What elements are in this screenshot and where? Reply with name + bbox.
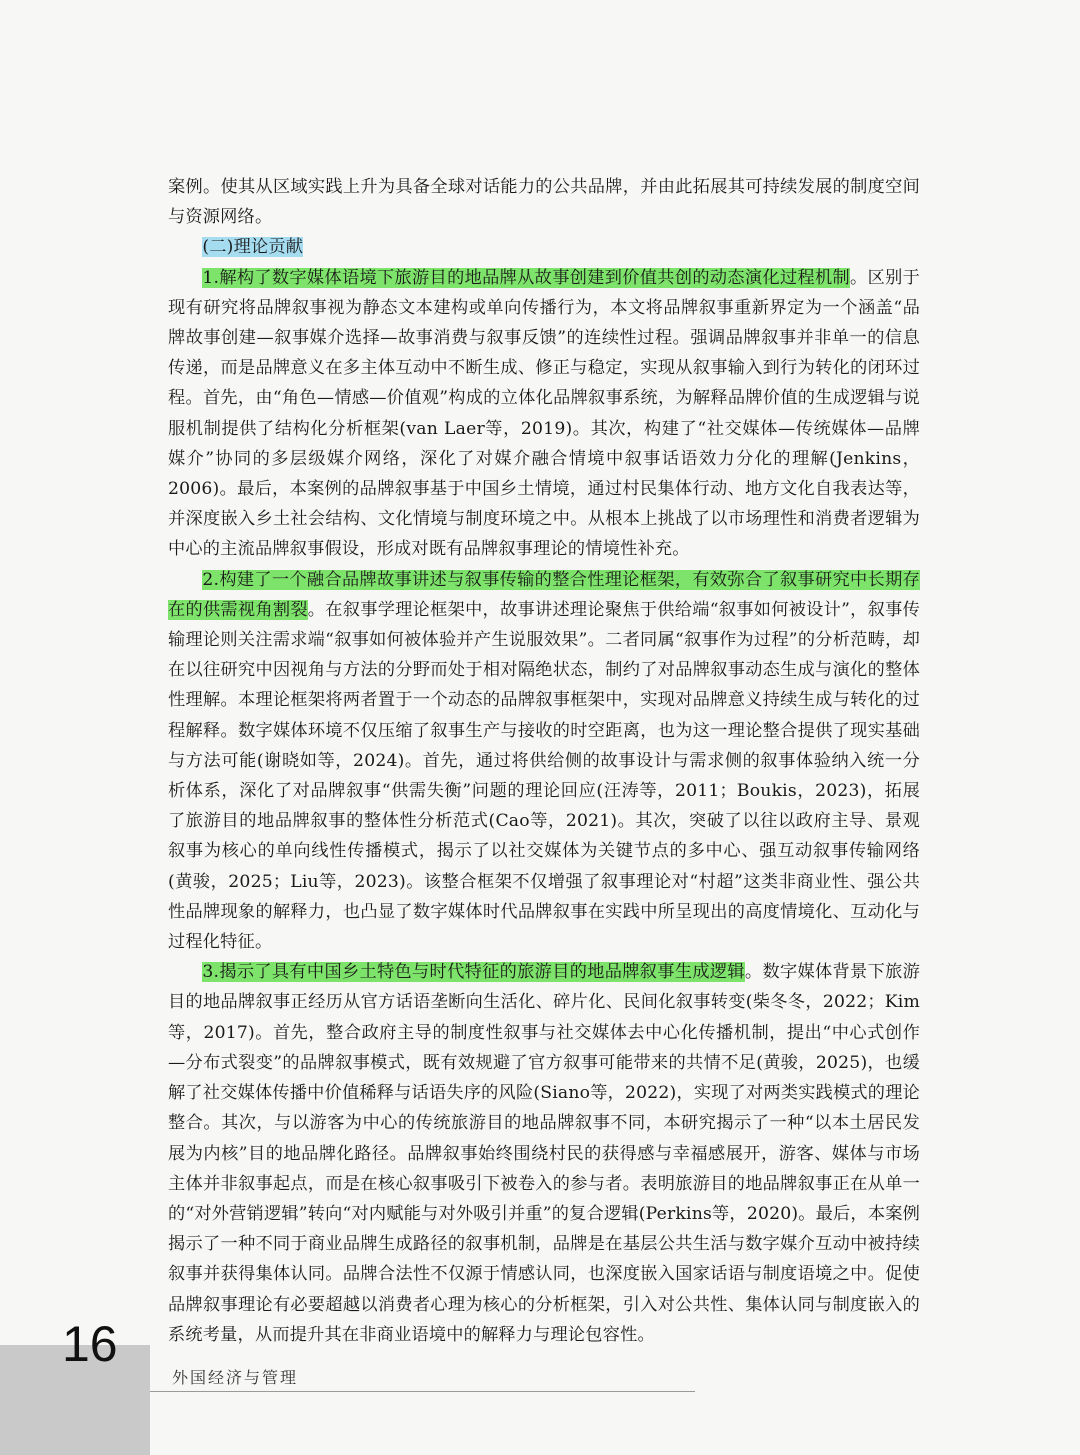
page-number: 16 [62,1316,118,1372]
contribution-3-title: 3.揭示了具有中国乡土特色与时代特征的旅游目的地品牌叙事生成逻辑 [202,962,745,983]
contribution-2-body: 在叙事学理论框架中，故事讲述理论聚焦于供给端“叙事如何被设计”，叙事传输理论则关注需求端“叙事如何被体验并产生说服效果”。二者同属“叙事作为过程”的分析范畴，却在以往研究中因视角与方法的分野而处于相对隔绝状态，制约了对品牌叙事动态生成与演化的整体性理解。本理论框架将两者置于一个动态的品牌叙事框架中，实现对品牌意义持续生成与转化的过程解释。数字媒体环境不仅压缩了叙事生产与接收的时空距离，也为这一理论整合提供了现实基础与方法可能(谢晓如等，2024)。首先，通过将供给侧的故事设计与需求侧的叙事体验纳入统一分析体系，深化了对品牌叙事“供需失衡”问题的理论回应(汪涛等，2011；Boukis，2023)，拓展了旅游目的地品牌叙事的整体性分析范式(Cao等，2021)。其次，突破了以往以政府主导、景观叙事为核心的单向线性传播模式，揭示了以社交媒体为关键节点的多中心、强互动叙事传输网络(黄骏，2025；Liu等，2023)。该整合框架不仅增强了叙事理论对“村超”这类非商业性、强公共性品牌现象的解释力，也凸显了数字媒体时代品牌叙事在实践中所呈现出的高度情境化、互动化与过程化特征。 [168,599,920,953]
contribution-3-title-end: 。 [744,962,763,983]
article-body [168,172,920,1350]
contribution-1-title: 1.解构了数字媒体语境下旅游目的地品牌从故事创建到价值共创的动态演化过程机制 [202,267,851,288]
contribution-3-body: 数字媒体背景下旅游目的地品牌叙事正经历从官方话语垄断向生活化、碎片化、民间化叙事转变(柴冬冬，2022；Kim等，2017)。首先，整合政府主导的制度性叙事与社交媒体去中心化传播机制，提出“中心式创作—分布式裂变”的品牌叙事模式，既有效规避了官方叙事可能带来的共情不足(黄骏，2025)，也缓解了社交媒体传播中价值稀释与话语失序的风险(Siano等，2022)，实现了对两类实践模式的理论整合。其次，与以游客为中心的传统旅游目的地品牌叙事不同，本研究揭示了一种“以本土居民发展为内核”目的地品牌化路径。品牌叙事始终围绕村民的获得感与幸福感展开，游客、媒体与市场主体并非叙事起点，而是在核心叙事吸引下被卷入的参与者。表明旅游目的地品牌叙事正在从单一的“对外营销逻辑”转向“对内赋能与对外吸引并重”的复合逻辑(Perkins等，2020)。最后，本案例揭示了一种不同于商业品牌生成路径的叙事机制，品牌是在基层公共生活与数字媒介互动中被持续叙事并获得集体认同。品牌合法性不仅源于情感认同，也深度嵌入国家话语与制度语境之中。促使品牌叙事理论有必要超越以消费者心理为核心的分析框架，引入对公共性、集体认同与制度嵌入的系统考量，从而提升其在非商业语境中的解释力与理论包容性。 [168,962,920,1345]
contribution-3-paragraph [168,957,920,1350]
section-heading: (二)理论贡献 [202,237,304,258]
paragraph-case-conclusion: 案例。使其从区域实践上升为具备全球对话能力的公共品牌，并由此拓展其可持续发展的制度空间与资源网络。 [168,177,920,228]
journal-name: 外国经济与管理 [172,1368,299,1387]
contribution-2-title: 2.构建了一个融合品牌故事讲述与叙事传输的整合性理论框架，有效弥合了叙事研究中长期存在的供需视角割裂 [168,569,920,620]
contribution-1-body: 区别于现有研究将品牌叙事视为静态文本建构或单向传播行为，本文将品牌叙事重新界定为一个涵盖“品牌故事创建—叙事媒介选择—故事消费与叙事反馈”的连续性过程。强调品牌叙事并非单一的信息传递，而是品牌意义在多主体互动中不断生成、修正与稳定，实现从叙事输入到行为转化的闭环过程。首先，由“角色—情感—价值观”构成的立体化品牌叙事系统，为解释品牌价值的生成逻辑与说服机制提供了结构化分析框架(van Laer等，2019)。其次，构建了“社交媒体—传统媒体—品牌媒介”协同的多层级媒介网络，深化了对媒介融合情境中叙事话语效力分化的理解(Jenkins，2006)。最后，本案例的品牌叙事基于中国乡土情境，通过村民集体行动、地方文化自我表达等，并深度嵌入乡土社会结构、文化情境与制度环境之中。从根本上挑战了以市场理性和消费者逻辑为中心的主流品牌叙事假设，形成对既有品牌叙事理论的情境性补充。 [168,267,920,560]
contribution-1-title-end: 。 [850,267,868,288]
contribution-2-title-end: 。 [307,599,326,620]
footer-divider [150,1391,695,1392]
contribution-1-paragraph [168,263,920,565]
section-heading-paragraph [168,232,920,262]
contribution-2-paragraph [168,565,920,958]
